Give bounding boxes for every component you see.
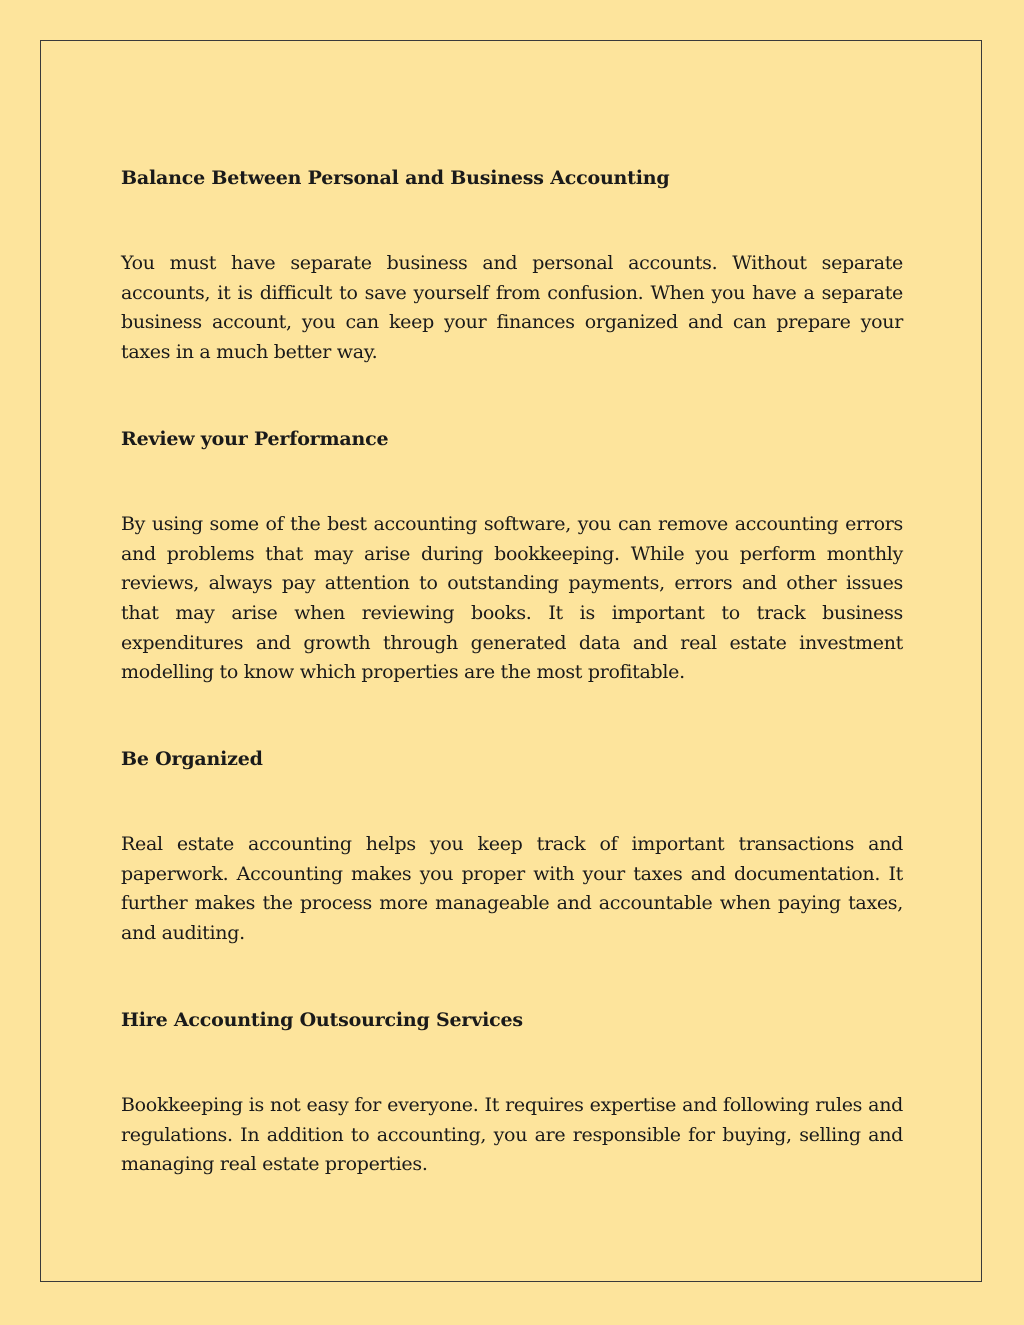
section-body-organized: Real estate accounting helps you keep track of important transactions and paperwork. Accounting makes you proper with your taxes and documentation. It further makes the process more manageable and accountable when paying taxes, and auditing. [121,833,903,945]
section-heading-organized: Be Organized [121,748,263,771]
document-content [121,163,903,1236]
section-body-outsourcing: Bookkeeping is not easy for everyone. It requires expertise and following rules and regulations. In addition to accounting, you are responsible for buying, selling and managing real estate properties. [121,1093,903,1176]
section-body-balance: You must have separate business and personal accounts. Without separate accounts, it is difficult to save yourself from confusion. When you have a separate business account, you can keep your finances organized and can prepare your taxes in a much better way. [121,252,903,364]
section-heading-outsourcing: Hire Accounting Outsourcing Services [121,1008,523,1031]
section-heading-review: Review your Performance [121,427,389,450]
section-heading-balance: Balance Between Personal and Business Accounting [121,167,670,189]
section-body-review: By using some of the best accounting software, you can remove accounting errors and problems that may arise during bookkeeping. While you perform monthly reviews, always pay attention to outstanding payments, errors and other issues that may arise when reviewing books. It is important to track business expenditures and growth through generated data and real estate investment modelling to know which properties are the most profitable. [121,512,903,684]
